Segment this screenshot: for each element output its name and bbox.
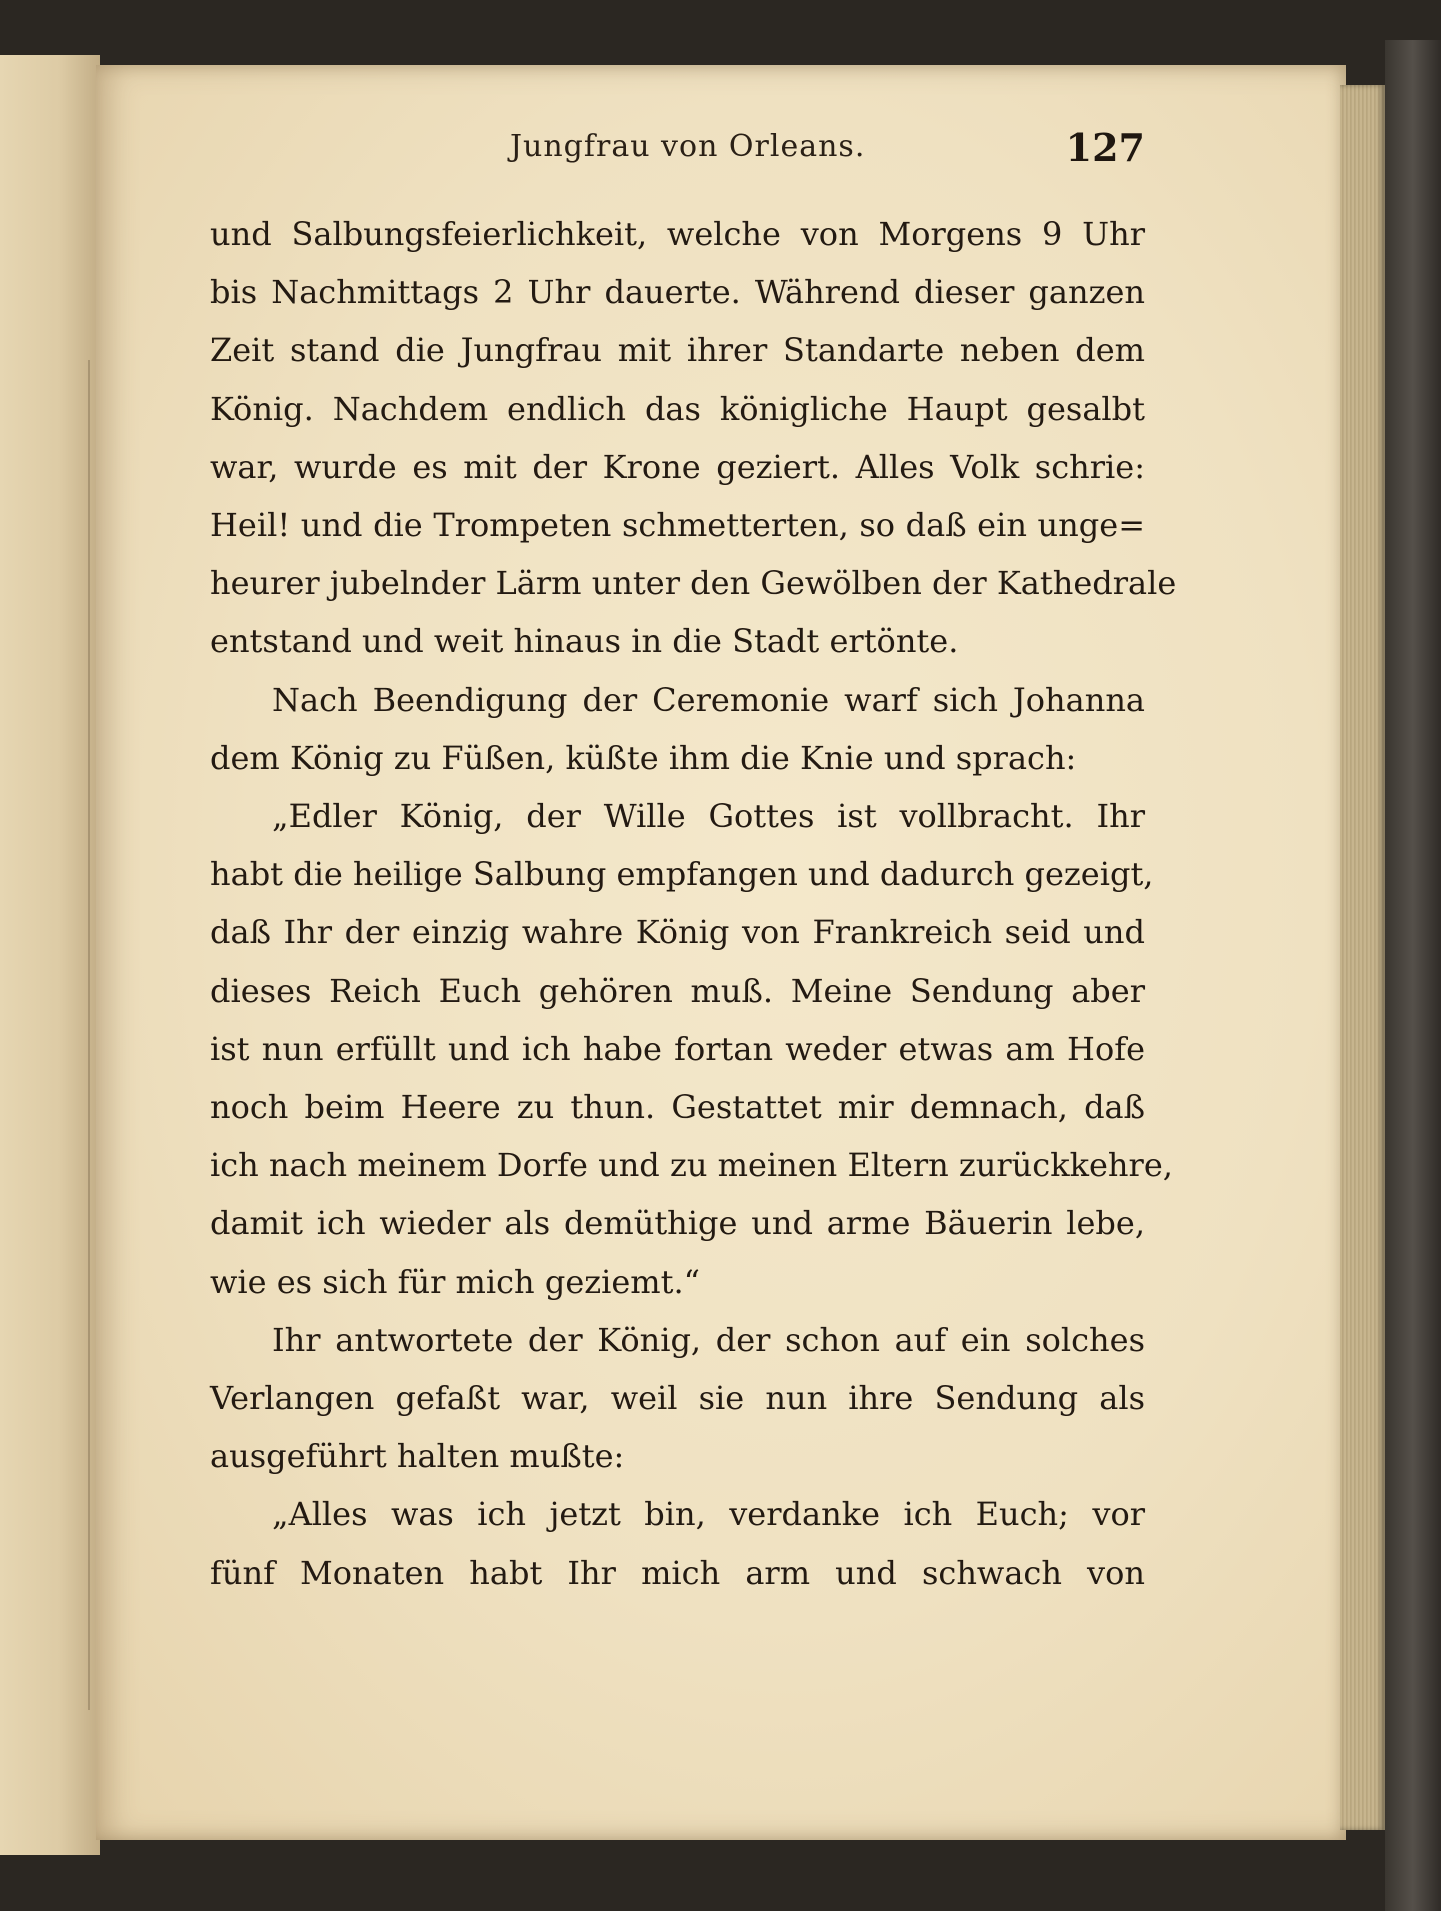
- paragraph-3-quote: [210, 787, 1173, 1311]
- text-line: habt die heilige Salbung empfangen und dadurch gezeigt,: [210, 855, 1154, 894]
- body-text: [210, 205, 1177, 1602]
- text-line: und Salbungsfeierlichkeit, welche von Morgens 9 Uhr: [210, 215, 1145, 253]
- left-page-edge: [0, 55, 100, 1855]
- text-line: Zeit stand die Jungfrau mit ihrer Standarte neben dem: [210, 331, 1145, 370]
- text-line: Nach Beendigung der Ceremonie warf sich Johanna: [272, 680, 1145, 719]
- text-line: Heil! und die Trompeten schmetterten, so daß ein unge=: [210, 506, 1145, 545]
- text-line: wie es sich für mich geziemt.“: [210, 1262, 701, 1301]
- text-line: entstand und weit hinaus in die Stadt ertönte.: [210, 622, 959, 661]
- book-cover-board: [1385, 40, 1441, 1911]
- paragraph-5-quote: [210, 1485, 1145, 1601]
- paragraph-1: [210, 205, 1177, 671]
- page-number: 127: [1065, 125, 1145, 170]
- paragraph-4: [210, 1311, 1145, 1486]
- text-line: ausgeführt halten mußte:: [210, 1437, 625, 1476]
- page-block-edges: [1340, 85, 1385, 1830]
- text-line: war, wurde es mit der Krone geziert. Alles Volk schrie:: [210, 447, 1145, 486]
- text-line: „Edler König, der Wille Gottes ist vollbracht. Ihr: [272, 797, 1145, 836]
- text-line: König. Nachdem endlich das königliche Haupt gesalbt: [210, 389, 1145, 428]
- text-line: Verlangen gefaßt war, weil sie nun ihre Sendung als: [210, 1379, 1145, 1418]
- text-line: damit ich wieder als demüthige und arme Bäuerin lebe,: [210, 1204, 1145, 1243]
- text-line: noch beim Heere zu thun. Gestattet mir demnach, daß: [210, 1088, 1145, 1127]
- page-header: [200, 125, 1145, 175]
- text-line: ich nach meinem Dorfe und zu meinen Eltern zurückkehre,: [210, 1146, 1173, 1185]
- text-line: Ihr antwortete der König, der schon auf ein solches: [272, 1320, 1145, 1359]
- text-line: dem König zu Füßen, küßte ihm die Knie und sprach:: [210, 738, 1077, 777]
- gutter-fold: [88, 360, 90, 1710]
- text-line: heurer jubelnder Lärm unter den Gewölben der Kathedrale: [210, 564, 1177, 603]
- text-line: dieses Reich Euch gehören muß. Meine Sendung aber: [210, 971, 1145, 1010]
- paragraph-2: [210, 671, 1145, 787]
- text-line: ist nun erfüllt und ich habe fortan weder etwas am Hofe: [210, 1029, 1145, 1068]
- text-line: daß Ihr der einzig wahre König von Frankreich seid und: [210, 913, 1145, 952]
- running-title: Jungfrau von Orleans.: [510, 129, 866, 164]
- text-line: fünf Monaten habt Ihr mich arm und schwach von: [210, 1553, 1145, 1592]
- text-line: „Alles was ich jetzt bin, verdanke ich Euch; vor: [272, 1495, 1145, 1534]
- text-line: bis Nachmittags 2 Uhr dauerte. Während dieser ganzen: [210, 273, 1145, 312]
